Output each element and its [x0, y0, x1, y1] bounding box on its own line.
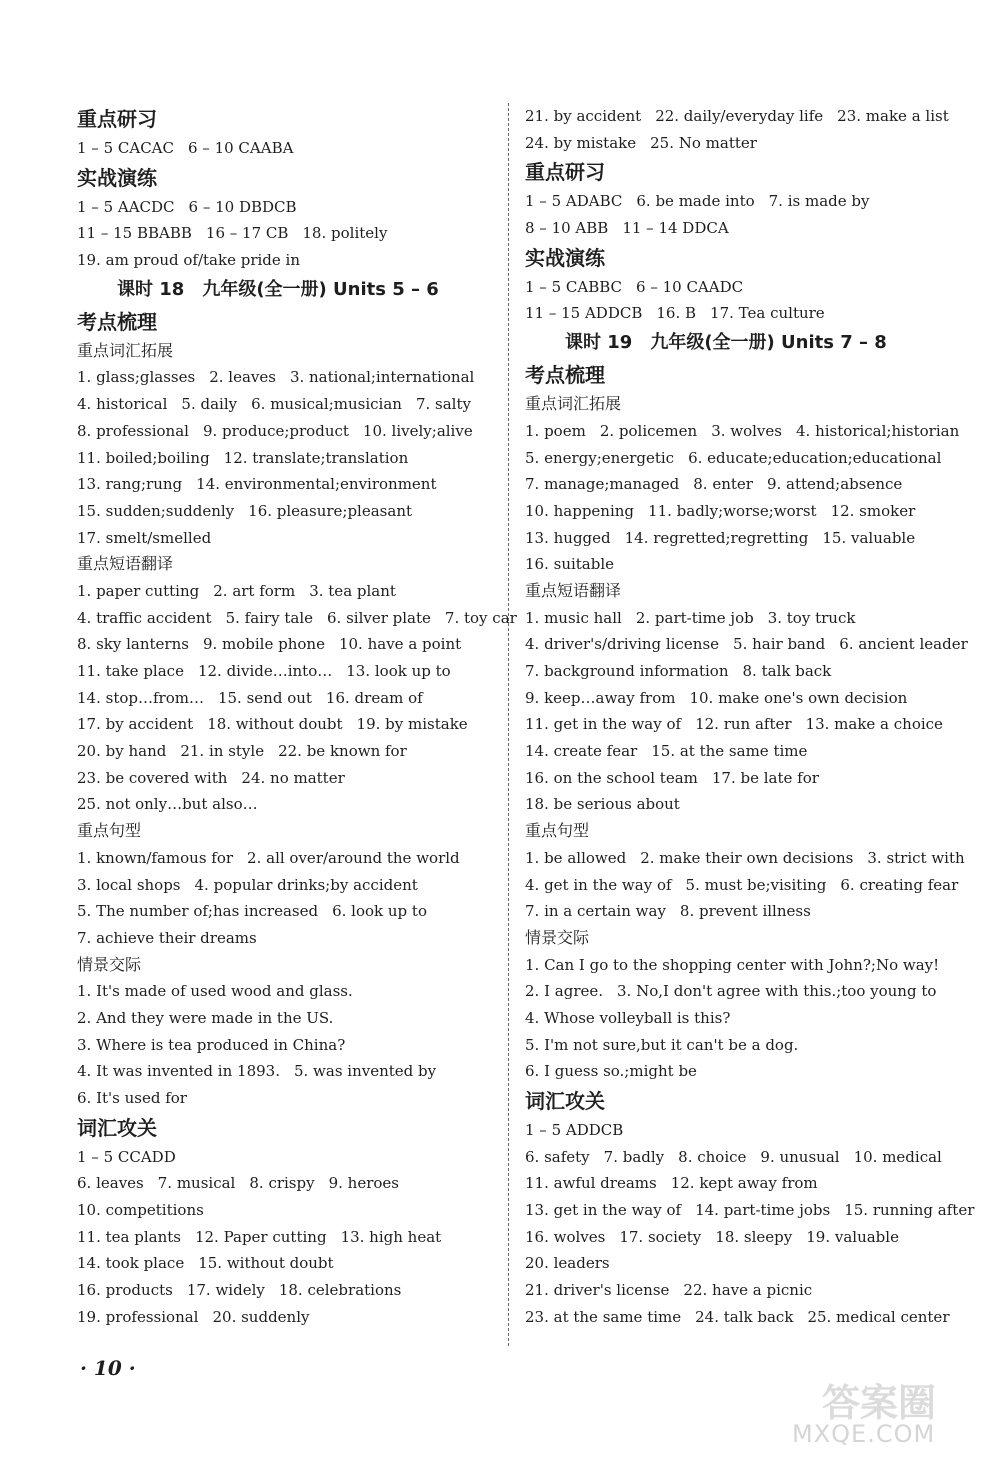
answer-line [525, 445, 965, 472]
column-divider [508, 103, 509, 1346]
answer-line [77, 1197, 497, 1224]
answer-item: 23. make a list [837, 107, 949, 125]
section-heading: 词汇攻关 [525, 1089, 605, 1113]
answer-item: 17. by accident [77, 715, 194, 734]
answer-item: 8. enter [693, 475, 753, 494]
answer-line [77, 445, 497, 472]
answer-item: 2. leaves [209, 368, 276, 387]
answer-item: 4. It was invented in 1893. [77, 1062, 280, 1081]
answer-item: 8. professional [77, 421, 189, 440]
answer-item: 20. leaders [525, 1254, 610, 1273]
section-heading: 考点梳理 [525, 363, 605, 388]
section-heading: 实战演练 [525, 245, 605, 270]
answer-item: 5. hair band [733, 635, 826, 654]
answer-item: 3. Where is tea produced in China? [77, 1035, 346, 1054]
subsection-heading: 重点词汇拓展 [525, 394, 622, 414]
answer-line [525, 1005, 965, 1032]
answer-item: 13. high heat [340, 1227, 442, 1246]
answer-item: 1 – 5 CACAC [77, 139, 174, 157]
answer-line [77, 578, 497, 605]
answer-item: 9. keep…away from [525, 688, 676, 707]
answer-item: 8 – 10 ABB [525, 219, 609, 238]
answer-item: 9. unusual [760, 1147, 840, 1166]
answer-item: 22. be known for [278, 742, 407, 761]
answer-item: 21. driver's license [525, 1281, 670, 1300]
answer-item: 6. look up to [332, 902, 427, 921]
answer-line [525, 103, 965, 130]
answer-item: 3. toy truck [767, 608, 856, 627]
answer-line [77, 220, 497, 247]
answer-item: 17. widely [186, 1281, 265, 1300]
answer-item: 7. toy car [444, 608, 517, 627]
answer-line [525, 1144, 965, 1171]
answer-item: 23. at the same time [525, 1307, 682, 1326]
answer-line [77, 135, 497, 162]
answer-item: 13. look up to [346, 662, 451, 680]
answer-item: 4. get in the way of [525, 875, 672, 894]
answer-item: 6. It's used for [77, 1089, 187, 1107]
answer-item: 4. driver's/driving license [525, 635, 720, 654]
answer-item: 18. be serious about [525, 795, 680, 814]
subsection-heading: 情景交际 [525, 927, 590, 947]
answer-item: 15. running after [844, 1201, 975, 1220]
answer-line [525, 658, 965, 685]
answer-item: 3. No,I don't agree with this.;too young to [617, 982, 937, 1001]
answer-item: 5. daily [181, 395, 238, 414]
answer-line [77, 418, 497, 445]
answer-item: 6. I guess so.;might be [525, 1062, 697, 1081]
section-heading: 词汇攻关 [77, 1115, 157, 1140]
answer-item: 7. in a certain way [525, 902, 666, 921]
answer-item: 18. without doubt [207, 715, 343, 734]
answer-item: 1 – 5 ADDCB [525, 1121, 624, 1139]
answer-item: 1. glass;glasses [77, 368, 196, 387]
answer-line [525, 978, 965, 1005]
answer-item: 6 – 10 CAABA [188, 139, 294, 157]
answer-column-left [77, 103, 517, 1331]
answer-item: 5. The number of;has increased [77, 902, 319, 921]
answer-line [77, 471, 497, 498]
answer-item: 6. silver plate [327, 608, 431, 627]
answer-line [77, 658, 497, 685]
answer-line [525, 418, 965, 445]
answer-line [525, 188, 965, 215]
subsection-heading: 重点短语翻译 [525, 580, 622, 600]
answer-item: 5. energy;energetic [525, 448, 675, 467]
answer-item: 16. pleasure;pleasant [248, 501, 413, 520]
answer-line [77, 1144, 497, 1171]
answer-line [77, 194, 497, 221]
answer-line [525, 711, 965, 738]
answer-line [77, 391, 497, 418]
answer-item: 4. Whose volleyball is this? [525, 1008, 731, 1027]
answer-line [525, 274, 965, 301]
answer-item: 12. run after [695, 715, 792, 734]
answer-line [525, 791, 965, 818]
answer-item: 6. musical;musician [251, 395, 402, 414]
answer-item: 16 – 17 CB [205, 224, 289, 243]
answer-item: 2. policemen [599, 421, 698, 440]
answer-line [77, 1058, 497, 1085]
answer-item: 8. prevent illness [679, 902, 811, 921]
answer-item: 15. without doubt [198, 1254, 334, 1273]
answer-line [525, 1304, 965, 1331]
answer-item: 22. have a picnic [683, 1281, 813, 1300]
answer-line [77, 525, 497, 552]
answer-item: 6 – 10 DBDCB [188, 197, 297, 216]
answer-column-right [525, 103, 975, 1331]
answer-item: 25. not only…but also… [77, 795, 258, 814]
answer-item: 7. manage;managed [525, 475, 680, 494]
answer-item: 11 – 14 DDCA [622, 219, 729, 238]
answer-line [77, 765, 497, 792]
answer-line [77, 1304, 497, 1331]
answer-line [525, 525, 965, 552]
answer-line [525, 605, 965, 632]
answer-line [77, 1224, 497, 1251]
page-number: · 10 · [80, 1356, 136, 1380]
answer-line [77, 925, 497, 952]
answer-line [77, 1277, 497, 1304]
section-heading: 重点研习 [525, 160, 605, 185]
answer-line [525, 1058, 965, 1085]
answer-item: 15. valuable [822, 528, 916, 547]
answer-item: 1. music hall [525, 608, 622, 627]
answer-item: 1 – 5 CABBC [525, 277, 623, 296]
answer-item: 23. be covered with [77, 768, 228, 787]
answer-item: 17. society [619, 1227, 702, 1246]
answer-item: 3. national;international [289, 368, 475, 387]
answer-item: 21. in style [180, 742, 265, 761]
answer-line [77, 1250, 497, 1277]
answer-item: 3. local shops [77, 875, 181, 894]
answer-item: 12. kept away from [670, 1174, 818, 1193]
section-heading: 实战演练 [77, 165, 157, 190]
answer-item: 13. rang;rung [77, 475, 183, 494]
answer-line [77, 711, 497, 738]
answer-line [77, 685, 497, 712]
answer-item: 1. It's made of used wood and glass. [77, 982, 353, 1001]
answer-item: 10. happening [525, 501, 635, 520]
answer-item: 11. badly;worse;worst [648, 501, 817, 520]
answer-line [77, 1005, 497, 1032]
subsection-heading: 重点句型 [77, 821, 142, 841]
subsection-heading: 重点句型 [525, 821, 590, 841]
answer-item: 6. ancient leader [839, 635, 968, 654]
answer-item: 19. valuable [806, 1227, 899, 1246]
answer-line [77, 738, 497, 765]
answer-line [77, 631, 497, 658]
answer-item: 8. talk back [742, 662, 832, 680]
answer-item: 14. stop…from… [77, 688, 204, 707]
answer-item: 16. B [656, 304, 697, 323]
answer-item: 14. took place [77, 1254, 185, 1273]
answer-line [77, 898, 497, 925]
answer-item: 12. Paper cutting [194, 1227, 327, 1246]
answer-line [525, 1117, 965, 1144]
answer-line [525, 1197, 975, 1224]
answer-line [525, 685, 965, 712]
section-heading: 重点研习 [77, 107, 157, 131]
answer-item: 10. have a point [338, 635, 462, 654]
answer-item: 1. known/famous for [77, 848, 234, 867]
answer-item: 13. hugged [525, 528, 611, 547]
answer-item: 16. on the school team [525, 768, 698, 787]
answer-item: 19. am proud of/take pride in [77, 251, 301, 270]
answer-item: 10. medical [853, 1147, 942, 1166]
answer-item: 10. make one's own decision [689, 688, 908, 707]
answer-item: 25. No matter [650, 133, 757, 152]
answer-item: 11. tea plants [77, 1227, 181, 1246]
answer-line [525, 738, 965, 765]
answer-item: 7. background information [525, 662, 729, 680]
answer-item: 11. awful dreams [525, 1174, 657, 1193]
answer-line [525, 898, 965, 925]
answer-item: 21. by accident [525, 107, 642, 125]
answer-item: 2. make their own decisions [640, 848, 854, 867]
answer-item: 17. Tea culture [710, 304, 825, 323]
answer-item: 16. wolves [525, 1227, 606, 1246]
answer-item: 11. boiled;boiling [77, 448, 210, 467]
answer-line [77, 247, 497, 274]
answer-item: 6. creating fear [840, 875, 959, 894]
answer-line [525, 631, 968, 658]
answer-line [525, 1224, 965, 1251]
answer-item: 14. environmental;environment [196, 475, 437, 494]
answer-item: 9. attend;absence [766, 475, 903, 494]
answer-item: 6. be made into [636, 192, 755, 211]
answer-item: 25. medical center [807, 1307, 950, 1326]
answer-line [525, 1170, 965, 1197]
answer-item: 3. strict with [867, 848, 965, 867]
answer-item: 18. sleepy [715, 1227, 793, 1246]
answer-item: 24. no matter [241, 768, 345, 787]
answer-line [77, 498, 497, 525]
answer-item: 5. fairy tale [225, 608, 313, 627]
answer-item: 1 – 5 CCADD [77, 1147, 176, 1166]
answer-line [77, 1170, 497, 1197]
watermark-logo-text: 答案圈 [822, 1381, 937, 1425]
answer-item: 1 – 5 ADABC [525, 192, 623, 211]
answer-item: 11 – 15 BBABB [77, 224, 192, 243]
answer-item: 11 – 15 ADDCB [525, 304, 643, 323]
answer-item: 1. be allowed [525, 848, 627, 867]
answer-line [77, 845, 497, 872]
subsection-heading: 重点短语翻译 [77, 554, 174, 574]
watermark-logo [752, 1372, 992, 1462]
answer-item: 10. competitions [77, 1201, 204, 1220]
answer-item: 1. poem [525, 421, 586, 440]
answer-item: 9. produce;product [202, 421, 349, 440]
watermark-site: MXQE.COM [792, 1420, 936, 1448]
lesson-title: 课时 18 九年级(全一册) Units 5 – 6 [117, 278, 439, 300]
answer-item: 14. create fear [525, 742, 638, 761]
answer-item: 6. safety [525, 1147, 590, 1166]
answer-line [525, 471, 965, 498]
answer-line [77, 1085, 497, 1112]
answer-item: 16. dream of [325, 688, 423, 707]
answer-item: 6 – 10 CAADC [636, 277, 744, 296]
answer-item: 7. salty [415, 395, 471, 414]
answer-item: 2. And they were made in the US. [77, 1008, 334, 1027]
answer-line [77, 978, 497, 1005]
answer-line [525, 872, 965, 899]
answer-item: 12. smoker [830, 501, 916, 520]
answer-item: 17. be late for [711, 768, 819, 787]
answer-line [525, 300, 965, 327]
answer-item: 20. by hand [77, 742, 167, 761]
subsection-heading: 情景交际 [77, 954, 142, 974]
answer-item: 12. translate;translation [223, 448, 409, 467]
answer-item: 19. by mistake [356, 715, 468, 734]
answer-line [525, 765, 965, 792]
answer-item: 4. historical;historian [795, 421, 960, 440]
answer-line [77, 791, 497, 818]
answer-line [77, 605, 517, 632]
answer-item: 24. by mistake [525, 133, 637, 152]
answer-line [77, 364, 497, 391]
answer-item: 2. part-time job [635, 608, 754, 627]
answer-item: 1. Can I go to the shopping center with John?;No way! [525, 955, 940, 974]
answer-item: 14. part-time jobs [695, 1201, 831, 1220]
answer-item: 20. suddenly [212, 1307, 310, 1326]
subsection-heading: 重点词汇拓展 [77, 340, 174, 360]
answer-item: 15. sudden;suddenly [77, 501, 235, 520]
answer-item: 6. educate;education;educational [688, 448, 942, 467]
answer-item: 16. suitable [525, 555, 615, 574]
answer-item: 6. leaves [77, 1174, 144, 1193]
answer-line [77, 872, 497, 899]
answer-item: 12. divide…into… [197, 662, 333, 680]
answer-item: 7. achieve their dreams [77, 928, 257, 947]
answer-item: 14. regretted;regretting [624, 528, 809, 547]
answer-item: 2. art form [213, 581, 296, 600]
answer-item: 1. paper cutting [77, 581, 200, 600]
answer-item: 7. badly [603, 1147, 665, 1166]
answer-item: 22. daily/everyday life [655, 107, 824, 125]
answer-item: 15. send out [217, 688, 312, 707]
answer-line [525, 1032, 965, 1059]
answer-item: 18. celebrations [278, 1281, 402, 1300]
answer-line [77, 1032, 497, 1059]
answer-item: 3. wolves [711, 421, 782, 440]
answer-item: 4. popular drinks;by accident [194, 875, 418, 894]
answer-item: 2. I agree. [525, 982, 604, 1001]
answer-item: 7. musical [157, 1174, 236, 1193]
answer-item: 8. sky lanterns [77, 635, 189, 654]
answer-item: 8. crispy [249, 1174, 315, 1193]
answer-line [525, 845, 965, 872]
section-heading: 考点梳理 [77, 309, 157, 334]
answer-item: 13. get in the way of [525, 1201, 682, 1220]
answer-item: 13. make a choice [805, 715, 943, 734]
answer-item: 24. talk back [695, 1307, 794, 1326]
answer-item: 7. is made by [768, 192, 870, 211]
answer-item: 18. politely [302, 224, 388, 243]
answer-item: 9. heroes [328, 1174, 399, 1193]
answer-line [525, 551, 965, 578]
answer-item: 3. tea plant [309, 581, 396, 600]
answer-item: 5. must be;visiting [685, 875, 827, 894]
answer-line [525, 498, 965, 525]
answer-item: 19. professional [77, 1307, 199, 1326]
answer-item: 11. get in the way of [525, 715, 682, 734]
answer-item: 16. products [77, 1281, 173, 1300]
answer-line [525, 1250, 965, 1277]
answer-line [525, 130, 965, 157]
answer-item: 4. traffic accident [77, 608, 212, 627]
answer-item: 8. choice [678, 1147, 747, 1166]
answer-item: 10. lively;alive [362, 421, 473, 440]
answer-item: 15. at the same time [651, 742, 808, 761]
answer-line [525, 1277, 965, 1304]
answer-line [525, 952, 965, 979]
answer-item: 17. smelt/smelled [77, 528, 212, 547]
answer-item: 5. was invented by [293, 1062, 437, 1081]
answer-item: 5. I'm not sure,but it can't be a dog. [525, 1035, 799, 1054]
answer-item: 4. historical [77, 395, 168, 414]
answer-item: 11. take place [77, 662, 184, 680]
lesson-title: 课时 19 九年级(全一册) Units 7 – 8 [565, 332, 887, 354]
answer-item: 2. all over/around the world [247, 848, 460, 867]
answer-line [525, 215, 965, 242]
answer-item: 1 – 5 AACDC [77, 197, 175, 216]
answer-item: 9. mobile phone [202, 635, 325, 654]
